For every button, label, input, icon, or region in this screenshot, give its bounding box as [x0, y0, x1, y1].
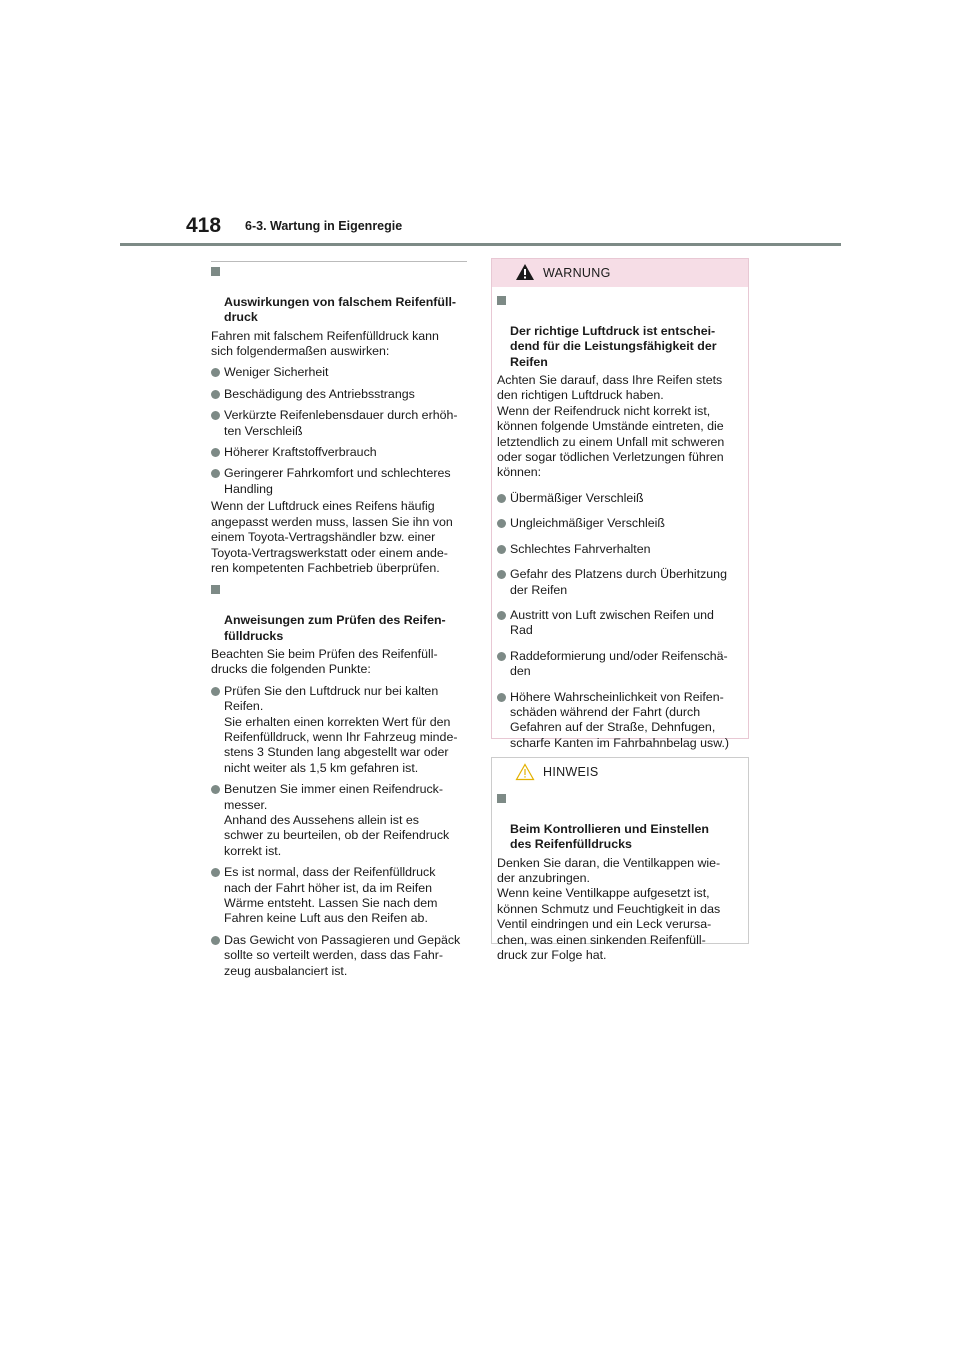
- list-item: Höhere Wahrscheinlichkeit von Reifen- schäden während der Fahrt (durch Gefahren auf der Straße, Dehnfugen, scharfe Kanten im Fahrbahnbelag usw.): [497, 690, 743, 752]
- list-item: Geringerer Fahrkomfort und schlechteres Handling: [211, 466, 467, 497]
- section-heading: [211, 582, 467, 644]
- round-bullet-icon: [211, 868, 220, 877]
- square-bullet-icon: [211, 267, 220, 276]
- round-bullet-icon: [497, 611, 506, 620]
- list-item: Prüfen Sie den Luftdruck nur bei kalten Reifen. Sie erhalten einen korrekten Wert für den Reifenfülldruck, wenn Ihr Fahrzeug minde- stens 3 Stunden lang abgestellt war oder nicht weiter als 1,5 km gefahren ist.: [211, 684, 467, 776]
- round-bullet-icon: [497, 494, 506, 503]
- list-item: Beschädigung des Antriebsstrangs: [211, 387, 467, 402]
- paragraph: Wenn der Luftdruck eines Reifens häufig angepasst werden muss, lassen Sie ihn von einem Toyota-Vertragshändler bzw. einer Toyota-Vertragswerkstatt oder einem ande- ren kompetenten Fachbetrieb überprüfen.: [211, 499, 453, 575]
- caution-triangle-icon: [515, 763, 535, 781]
- notice-title: HINWEIS: [543, 765, 599, 779]
- round-bullet-icon: [211, 785, 220, 794]
- paragraph: Denken Sie daran, die Ventilkappen wie- der anzubringen. Wenn keine Ventilkappe aufgesetzt ist, können Schmutz und Feuchtigkeit in das Ventil eindringen und ein Leck verursa- chen, was einen sinkenden Reifenfüll- druck zur Folge hat.: [497, 855, 721, 963]
- column-top-rule: [211, 261, 467, 262]
- warning-box: [491, 258, 749, 750]
- list-item: Weniger Sicherheit: [211, 365, 467, 380]
- notice-box: [491, 757, 749, 963]
- list-item: Verkürzte Reifenlebensdauer durch erhöh- ten Verschleiß: [211, 408, 467, 439]
- paragraph: Fahren mit falschem Reifenfülldruck kann sich folgendermaßen auswirken:: [211, 328, 439, 359]
- list-item: Übermäßiger Verschleiß: [497, 491, 743, 506]
- list-item: Gefahr des Platzens durch Überhitzung der Reifen: [497, 567, 743, 598]
- list-item: Benutzen Sie immer einen Reifendruck- messer. Anhand des Aussehens allein ist es schwer zu beurteilen, ob der Reifendruck korrekt ist.: [211, 782, 467, 859]
- section-heading: [211, 264, 467, 326]
- notice-heading: Beim Kontrollieren und Einstellen des Reifenfülldrucks: [497, 791, 743, 853]
- round-bullet-icon: [211, 368, 220, 377]
- warning-header: [492, 259, 748, 287]
- round-bullet-icon: [211, 469, 220, 478]
- list-item: Austritt von Luft zwischen Reifen und Rad: [497, 608, 743, 639]
- round-bullet-icon: [211, 448, 220, 457]
- page-number: 418: [186, 214, 222, 237]
- list-item: Es ist normal, dass der Reifenfülldruck nach der Fahrt höher ist, da im Reifen Wärme entsteht. Lassen Sie nach dem Fahren keine Luft aus den Reifen ab.: [211, 865, 467, 927]
- round-bullet-icon: [211, 936, 220, 945]
- square-bullet-icon: [497, 794, 506, 803]
- round-bullet-icon: [497, 693, 506, 702]
- round-bullet-icon: [497, 570, 506, 579]
- paragraph: Beachten Sie beim Prüfen des Reifenfüll- drucks die folgenden Punkte:: [211, 646, 438, 677]
- list-item: Das Gewicht von Passagieren und Gepäck sollte so verteilt werden, dass das Fahr- zeug ausbalanciert ist.: [211, 933, 467, 979]
- section-title: 6-3. Wartung in Eigenregie: [245, 219, 403, 233]
- warning-triangle-icon: [515, 263, 535, 281]
- notice-header: [492, 758, 748, 787]
- square-bullet-icon: [497, 296, 506, 305]
- heading-text: Anweisungen zum Prüfen des Reifen- fülldrucks: [224, 613, 446, 643]
- notice-body: [492, 787, 748, 963]
- round-bullet-icon: [211, 411, 220, 420]
- square-bullet-icon: [211, 585, 220, 594]
- list-item: Schlechtes Fahrverhalten: [497, 542, 743, 557]
- list-item: Ungleichmäßiger Verschleiß: [497, 516, 743, 531]
- round-bullet-icon: [497, 545, 506, 554]
- warning-title: WARNUNG: [543, 266, 611, 280]
- heading-text: Auswirkungen von falschem Reifenfüll- druck: [224, 294, 457, 325]
- warning-heading: Der richtige Luftdruck ist entschei- dend für die Leistungsfähigkeit der Reifen: [497, 293, 743, 370]
- round-bullet-icon: [211, 390, 220, 399]
- list-item: Raddeformierung und/oder Reifenschä- den: [497, 649, 743, 680]
- warning-body: [492, 287, 748, 751]
- header-rule: [120, 243, 841, 246]
- paragraph: Achten Sie darauf, dass Ihre Reifen stets den richtigen Luftdruck haben. Wenn der Reifendruck nicht korrekt ist, können folgende Umstände eintreten, die letztendlich zu einem Unfall mit schweren oder sogar tödlichen Verletzungen führen können:: [497, 373, 725, 480]
- round-bullet-icon: [497, 652, 506, 661]
- list-item: Höherer Kraftstoffverbrauch: [211, 445, 467, 460]
- round-bullet-icon: [497, 519, 506, 528]
- left-column: [211, 264, 467, 985]
- round-bullet-icon: [211, 687, 220, 696]
